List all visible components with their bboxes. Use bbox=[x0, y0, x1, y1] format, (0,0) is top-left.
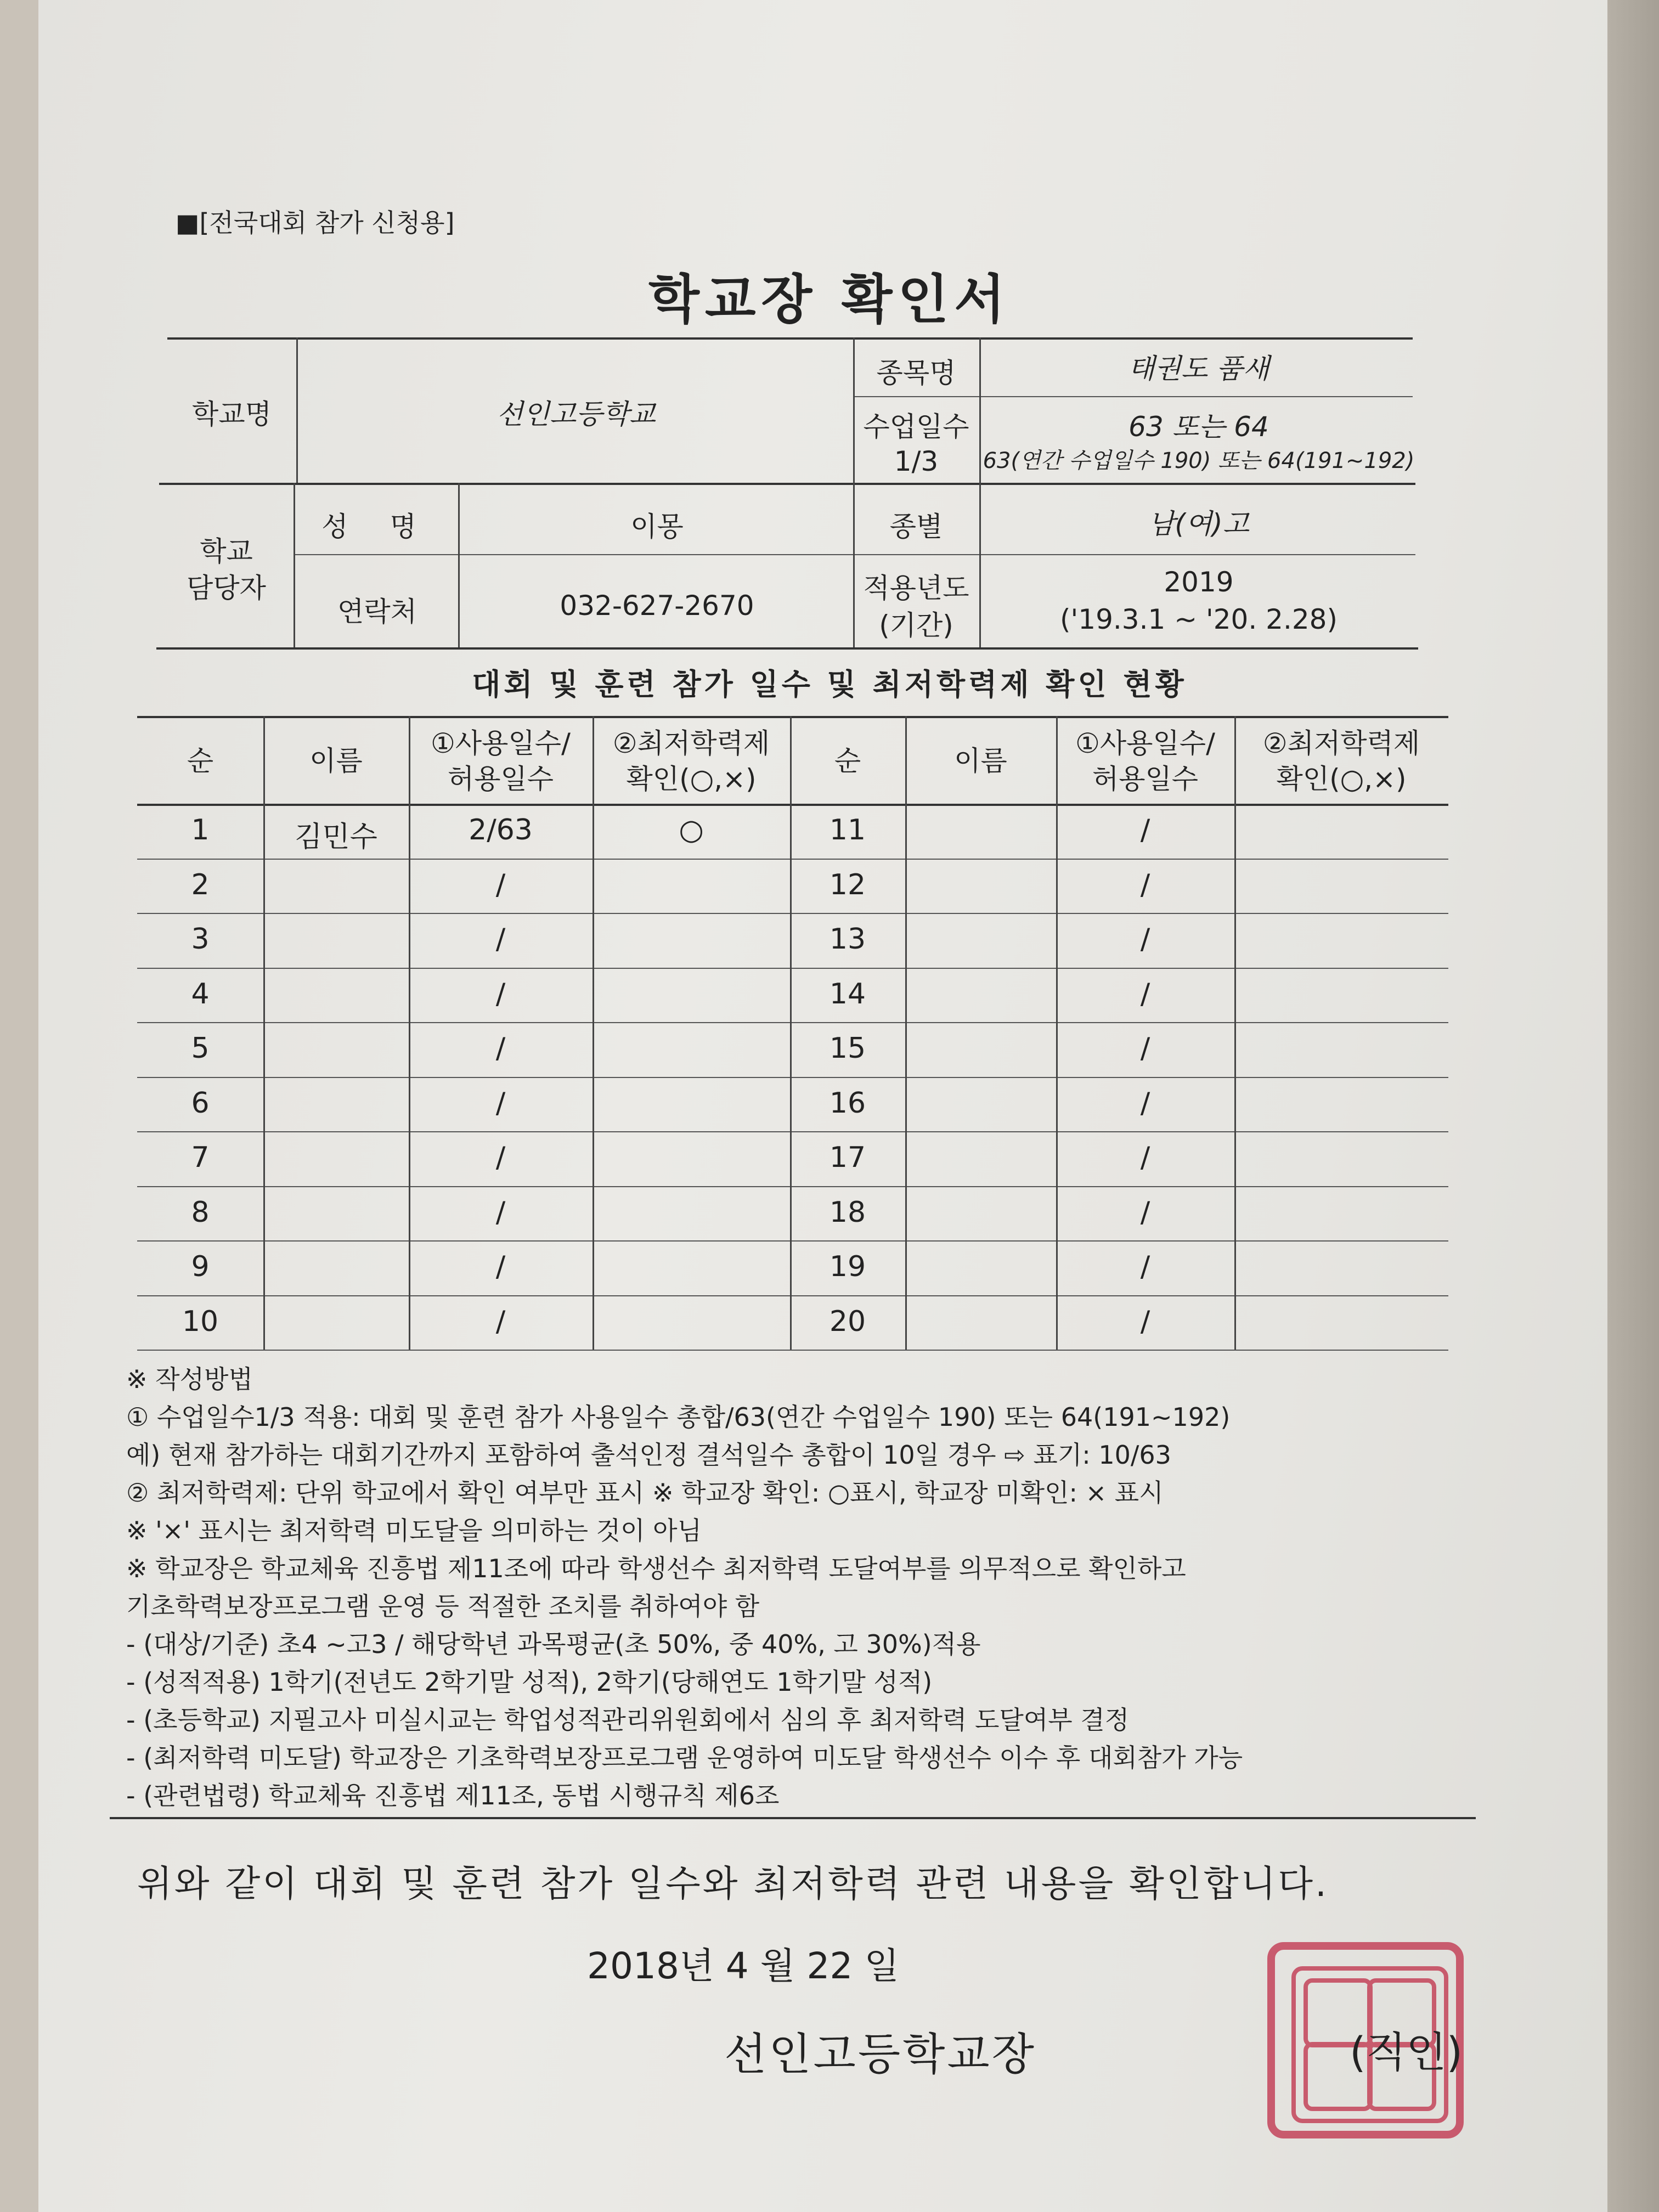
instruction-line: - (성적적용) 1학기(전년도 2학기말 성적), 2학기(당해연도 1학기말 성적) bbox=[126, 1667, 933, 1697]
used-days: / bbox=[1140, 923, 1150, 956]
row-number: 6 bbox=[191, 1086, 210, 1120]
grid-header-cell: ①사용일수/ 허용일수 bbox=[1075, 727, 1215, 795]
school-days-fraction-label: 1/3 bbox=[894, 445, 939, 477]
year-value: 2019 bbox=[1164, 566, 1234, 598]
info-table-divider bbox=[294, 483, 295, 647]
grid-header-cell: ②최저학력제 확인(○,×) bbox=[1262, 727, 1420, 795]
grid-row-line bbox=[137, 1131, 1448, 1132]
instruction-line: - (초등학교) 지필고사 미실시교는 학업성적관리위원회에서 심의 후 최저학력 도달여부 결정 bbox=[126, 1705, 1130, 1735]
info-table-divider bbox=[458, 483, 460, 647]
used-days: / bbox=[495, 1195, 506, 1229]
instruction-line: ① 수업일수1/3 적용: 대회 및 훈련 참가 사용일수 총합/63(연간 수업일수 190) 또는 64(191~192) bbox=[126, 1402, 1231, 1432]
row-number: 2 bbox=[191, 868, 210, 901]
grid-column-divider bbox=[592, 716, 594, 1350]
year-period: ('19.3.1 ~ '20. 2.28) bbox=[1060, 603, 1338, 635]
grid-header-cell: 이름 bbox=[954, 745, 1007, 777]
info-table-divider bbox=[979, 337, 981, 647]
row-number: 4 bbox=[191, 977, 210, 1011]
seal-label: (직인) bbox=[1350, 2028, 1463, 2076]
row-number: 16 bbox=[829, 1086, 866, 1120]
year-label: 적용년도 bbox=[863, 572, 969, 604]
min-academic-check: ○ bbox=[679, 814, 704, 847]
info-table-divider bbox=[296, 337, 298, 483]
info-table-bottom-border bbox=[156, 647, 1418, 650]
grid-top-border bbox=[137, 716, 1448, 718]
manager-label: 학교 bbox=[200, 535, 253, 567]
info-table-line bbox=[159, 483, 1415, 485]
row-number: 19 bbox=[829, 1250, 866, 1283]
instruction-line: - (대상/기준) 초4 ~고3 / 해당학년 과목평균(초 50%, 중 40%, 고 30%)적용 bbox=[126, 1629, 981, 1659]
used-days: / bbox=[1140, 977, 1150, 1011]
document-title: 학교장 확인서 bbox=[648, 269, 1011, 330]
section-divider bbox=[110, 1817, 1476, 1819]
grid-header-cell: 이름 bbox=[309, 745, 363, 777]
school-days-detail: 63(연간 수업일수 190) 또는 64(191~192) bbox=[983, 448, 1415, 473]
grid-header-border bbox=[137, 804, 1448, 806]
row-number: 20 bbox=[829, 1305, 866, 1338]
school-name-value: 선인고등학교 bbox=[496, 398, 656, 430]
grid-column-divider bbox=[263, 716, 265, 1350]
grid-row-line bbox=[137, 1186, 1448, 1187]
grid-header-cell: 순 bbox=[834, 745, 861, 777]
row-number: 1 bbox=[191, 814, 210, 847]
used-days: 2/63 bbox=[469, 814, 533, 847]
used-days: / bbox=[495, 1305, 506, 1338]
row-number: 13 bbox=[829, 923, 866, 956]
row-number: 17 bbox=[829, 1141, 866, 1174]
row-number: 14 bbox=[829, 977, 866, 1011]
used-days: / bbox=[495, 1141, 506, 1174]
grid-column-divider bbox=[905, 716, 907, 1350]
contact-value: 032-627-2670 bbox=[560, 590, 754, 622]
grid-row-line bbox=[137, 1077, 1448, 1078]
grid-column-divider bbox=[1234, 716, 1236, 1350]
instruction-line: ※ '×' 표시는 최저학력 미도달을 의미하는 것이 아님 bbox=[126, 1516, 702, 1545]
event-label: 종목명 bbox=[876, 357, 956, 389]
principal-signature-line: 선인고등학교장 bbox=[724, 2029, 1036, 2080]
row-number: 9 bbox=[191, 1250, 210, 1283]
used-days: / bbox=[1140, 1305, 1150, 1338]
contact-label: 연락처 bbox=[337, 596, 417, 628]
status-title: 대회 및 훈련 참가 일수 및 최저학력제 확인 현황 bbox=[472, 667, 1187, 702]
used-days: / bbox=[495, 923, 506, 956]
grid-header-cell: ②최저학력제 확인(○,×) bbox=[612, 727, 770, 795]
student-name: 김민수 bbox=[295, 821, 377, 854]
used-days: / bbox=[1140, 814, 1150, 847]
row-number: 12 bbox=[829, 868, 866, 901]
grid-row-line bbox=[137, 859, 1448, 860]
grid-header-cell: 순 bbox=[187, 745, 214, 777]
info-table-line bbox=[853, 396, 1413, 397]
grid-header-cell: ①사용일수/ 허용일수 bbox=[431, 727, 571, 795]
event-value: 태권도 품새 bbox=[1128, 353, 1269, 385]
manager-label-line2: 담당자 bbox=[187, 572, 266, 604]
grid-row-line bbox=[137, 1350, 1448, 1351]
instruction-line: ※ 학교장은 학교체육 진흥법 제11조에 따라 학생선수 최저학력 도달여부를 의무적으로 확인하고 bbox=[126, 1554, 1186, 1583]
row-number: 5 bbox=[191, 1032, 210, 1065]
used-days: / bbox=[495, 977, 506, 1011]
row-number: 18 bbox=[829, 1195, 866, 1229]
used-days: / bbox=[1140, 1032, 1150, 1065]
used-days: / bbox=[1140, 1250, 1150, 1283]
used-days: / bbox=[1140, 1086, 1150, 1120]
row-number: 10 bbox=[182, 1305, 219, 1338]
document-date: 2018년 4 월 22 일 bbox=[587, 1945, 900, 1987]
grid-row-line bbox=[137, 968, 1448, 969]
row-number: 3 bbox=[191, 923, 210, 956]
row-number: 11 bbox=[829, 814, 866, 847]
instruction-line: 예) 현재 참가하는 대회기간까지 포함하여 출석인정 결석일수 총합이 10일 경우 ⇨ 표기: 10/63 bbox=[126, 1440, 1171, 1470]
manager-name-value: 이몽 bbox=[630, 511, 684, 543]
instruction-line: 기초학력보장프로그램 운영 등 적절한 조치를 취하여야 함 bbox=[126, 1592, 760, 1621]
instruction-line: - (최저학력 미도달) 학교장은 기초학력보장프로그램 운영하여 미도달 학생선수 이수 후 대회참가 가능 bbox=[126, 1743, 1243, 1773]
used-days: / bbox=[1140, 1195, 1150, 1229]
instruction-line: ※ 작성방법 bbox=[126, 1364, 253, 1394]
gender-label: 종별 bbox=[889, 511, 943, 543]
used-days: / bbox=[495, 1032, 506, 1065]
used-days: / bbox=[495, 1250, 506, 1283]
row-number: 8 bbox=[191, 1195, 210, 1229]
school-days-label: 수업일수 bbox=[863, 411, 969, 443]
used-days: / bbox=[495, 1086, 506, 1120]
gender-value: 남(여)고 bbox=[1148, 508, 1249, 540]
row-number: 7 bbox=[191, 1141, 210, 1174]
grid-row-line bbox=[137, 913, 1448, 914]
school-days-value: 63 또는 64 bbox=[1128, 411, 1269, 443]
year-label-line2: (기간) bbox=[879, 610, 953, 641]
form-tag: ■[전국대회 참가 신청용] bbox=[176, 208, 455, 238]
grid-row-line bbox=[137, 1240, 1448, 1242]
used-days: / bbox=[1140, 1141, 1150, 1174]
confirmation-statement: 위와 같이 대회 및 훈련 참가 일수와 최저학력 관련 내용을 확인합니다. bbox=[137, 1863, 1329, 1905]
grid-row-line bbox=[137, 1295, 1448, 1296]
row-number: 15 bbox=[829, 1032, 866, 1065]
used-days: / bbox=[495, 868, 506, 901]
used-days: / bbox=[1140, 868, 1150, 901]
manager-name-label: 성 명 bbox=[321, 511, 433, 543]
grid-row-line bbox=[137, 1022, 1448, 1023]
instruction-line: - (관련법령) 학교체육 진흥법 제11조, 동법 시행규칙 제6조 bbox=[126, 1781, 780, 1810]
school-name-label: 학교명 bbox=[192, 398, 272, 430]
info-table-top-border bbox=[167, 337, 1413, 340]
instructions bbox=[126, 1361, 1607, 1815]
instruction-line: ② 최저학력제: 단위 학교에서 확인 여부만 표시 ※ 학교장 확인: ○표시, 학교장 미확인: × 표시 bbox=[126, 1478, 1164, 1508]
